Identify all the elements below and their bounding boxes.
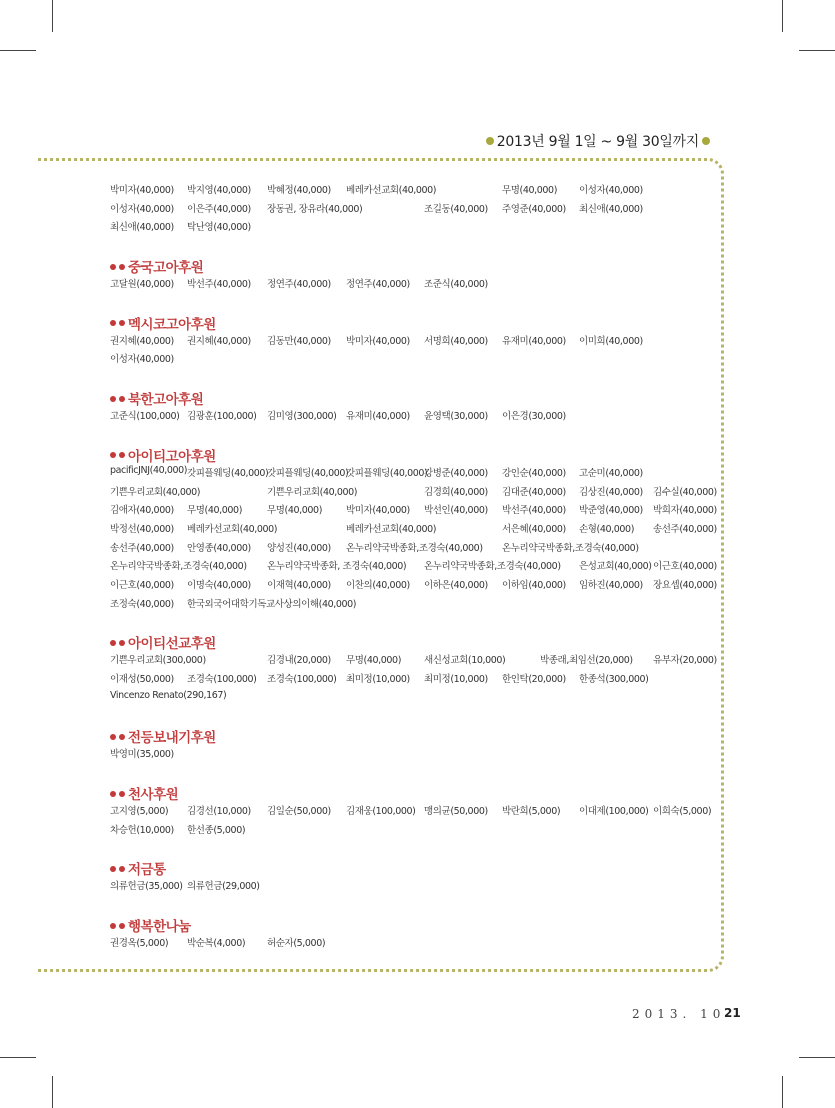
donor-entry: 이은주(40,000) <box>187 203 251 215</box>
donor-entry: 갓피플웨딩(40,000) <box>267 467 349 479</box>
donor-entry: 손형(40,000) <box>579 523 635 535</box>
section-title <box>110 726 720 746</box>
donor-entry: 한종석(300,000) <box>579 674 649 685</box>
donor-entry: 조경숙(100,000) <box>187 674 257 685</box>
bullet-icon <box>119 734 125 740</box>
donor-entry: 기쁜우리교회(40,000) <box>267 486 358 498</box>
donor-entry: 맹의균(50,000) <box>424 806 488 818</box>
donor-entry: 의류헌금(35,000) <box>110 881 183 893</box>
donor-entry: 유부자(20,000) <box>653 655 717 667</box>
donor-entry: 권지혜(40,000) <box>187 335 251 347</box>
crop-mark <box>52 0 53 32</box>
section-title <box>110 445 720 465</box>
donor-entry: 이성자(40,000) <box>110 354 174 366</box>
crop-mark <box>0 50 36 51</box>
donor-entry: 유재미(40,000) <box>346 411 410 423</box>
donor-row <box>110 484 720 503</box>
donor-row <box>110 577 720 596</box>
section-title-text: 북한고아후원 <box>128 392 204 409</box>
bullet-icon <box>110 320 116 326</box>
footer-date: 2013. 10 <box>632 1007 726 1021</box>
donor-entry: 은성교회(40,000) <box>579 561 652 573</box>
donor-entry: 허순자(5,000) <box>267 938 326 950</box>
section-title-text: 멕시코고아후원 <box>128 316 216 333</box>
donor-entry: 이근호(40,000) <box>653 561 717 573</box>
donor-entry: 기쁜우리교회(300,000) <box>110 655 206 667</box>
donor-entry: 권경옥(5,000) <box>110 938 169 950</box>
donor-entry: 한인탁(20,000) <box>502 674 566 685</box>
donor-entry: 박정선(40,000) <box>110 523 174 535</box>
period-heading <box>483 131 713 151</box>
donor-entry: 송선주(40,000) <box>653 523 717 535</box>
donor-entry: 이명숙(40,000) <box>187 579 251 591</box>
donor-entry: 이희숙(5,000) <box>653 806 712 818</box>
donor-row <box>110 596 720 615</box>
donor-entry: 조정숙(40,000) <box>110 598 174 610</box>
donor-entry: 정연주(40,000) <box>267 279 331 291</box>
donor-entry: 이근호(40,000) <box>110 579 174 591</box>
donor-entry: 서은혜(40,000) <box>502 523 566 535</box>
donor-entry: 강병준(40,000) <box>424 467 488 479</box>
donor-entry: 박혜정(40,000) <box>267 185 331 196</box>
donor-entry: 박순복(4,000) <box>187 938 246 950</box>
donor-entry: 서명희(40,000) <box>424 335 488 347</box>
donor-entry: 김광훈(100,000) <box>187 411 257 423</box>
bullet-icon <box>110 866 116 872</box>
donor-entry: 박선인(40,000) <box>424 505 488 517</box>
donor-entry: 강인순(40,000) <box>502 467 566 479</box>
donor-entry: 차승헌(10,000) <box>110 824 174 836</box>
bullet-icon <box>119 396 125 402</box>
donor-entry: 무명(40,000) <box>346 655 402 667</box>
donor-entry: 이미희(40,000) <box>579 335 643 347</box>
bullet-icon <box>110 791 116 797</box>
donor-list <box>110 182 720 954</box>
crop-mark <box>52 1076 53 1108</box>
donor-entry: 베레카선교회(40,000) <box>346 185 437 196</box>
donor-entry: 베레카선교회(40,000) <box>187 523 278 535</box>
donor-row <box>110 803 720 822</box>
donor-entry: 김애자(40,000) <box>110 505 174 517</box>
donor-entry: 이하은(40,000) <box>424 579 488 591</box>
donor-entry: 김경내(20,000) <box>267 655 331 667</box>
section-title-text: 행복한나눔 <box>128 919 191 936</box>
donor-entry: 조경숙(100,000) <box>267 674 337 685</box>
donor-entry: 무명(40,000) <box>502 185 558 196</box>
section-title-text: 아이티고아후원 <box>128 448 216 465</box>
olive-dot-icon <box>702 137 710 145</box>
donor-entry: 온누리약국박종화,조경숙(40,000) <box>424 561 561 573</box>
donor-entry: 박미자(40,000) <box>346 335 410 347</box>
donor-entry: 고달원(40,000) <box>110 279 174 291</box>
crop-mark <box>0 1057 36 1058</box>
bullet-icon <box>119 264 125 270</box>
donor-entry: 무명(40,000) <box>267 505 323 517</box>
donor-entry: 박지영(40,000) <box>187 185 251 196</box>
bullet-icon <box>119 866 125 872</box>
donor-entry: 이재혁(40,000) <box>267 579 331 591</box>
donor-row <box>110 935 720 954</box>
donor-entry: 박란희(5,000) <box>502 806 561 818</box>
donor-entry: 이은경(30,000) <box>502 411 566 423</box>
donor-entry: 김일순(50,000) <box>267 806 331 818</box>
donor-entry: 김경희(40,000) <box>424 486 488 498</box>
donor-entry: 최신애(40,000) <box>579 203 643 215</box>
donor-entry: 이성자(40,000) <box>579 185 643 196</box>
donor-row <box>110 276 720 295</box>
section-title <box>110 388 720 408</box>
donor-entry: 이재성(50,000) <box>110 674 174 685</box>
section-title-text: 전등보내기후원 <box>128 730 216 747</box>
donor-entry: 김상진(40,000) <box>579 486 643 498</box>
donor-entry: 김미영(300,000) <box>267 411 337 423</box>
donor-entry: 고순미(40,000) <box>579 467 643 479</box>
donor-entry: 정연주(40,000) <box>346 279 410 291</box>
donor-entry: 임하진(40,000) <box>579 579 643 591</box>
donor-entry: 최신애(40,000) <box>110 222 174 234</box>
donor-entry: 탁난영(40,000) <box>187 222 251 234</box>
donor-entry: 의류헌금(29,000) <box>187 881 260 893</box>
donor-entry: 박준영(40,000) <box>579 505 643 517</box>
donor-entry: 최미정(10,000) <box>424 674 488 685</box>
donor-entry: 갓피플웨딩(40,000) <box>187 467 269 479</box>
donor-entry: 갓피플웨딩(40,000) <box>346 467 428 479</box>
donor-entry: 김수실(40,000) <box>653 486 717 498</box>
donor-entry: 온누리약국박종화,조경숙(40,000) <box>346 542 483 554</box>
crop-mark <box>782 0 783 32</box>
donor-entry: 양성진(40,000) <box>267 542 331 554</box>
donor-entry: 최미정(10,000) <box>346 674 410 685</box>
donor-row <box>110 822 720 841</box>
donor-entry: 고지영(5,000) <box>110 806 169 818</box>
donor-entry: 온누리약국박종화, 조경숙(40,000) <box>267 561 407 573</box>
section-title <box>110 256 720 276</box>
section-title <box>110 915 720 935</box>
page-number: 21 <box>724 1006 741 1020</box>
section-title <box>110 783 720 803</box>
bullet-icon <box>110 396 116 402</box>
donor-row <box>110 746 720 765</box>
donor-entry: 고준식(100,000) <box>110 411 180 423</box>
donor-entry: 김경선(10,000) <box>187 806 251 818</box>
section-title <box>110 313 720 333</box>
donor-entry: 권지혜(40,000) <box>110 335 174 347</box>
donor-entry: 이하임(40,000) <box>502 579 566 591</box>
donor-row <box>110 521 720 540</box>
donor-entry: 박선주(40,000) <box>187 279 251 291</box>
donor-row <box>110 502 720 521</box>
crop-mark <box>799 50 835 51</box>
donor-entry: 장동권, 장유라(40,000) <box>267 203 363 215</box>
section-title-text: 중국고아후원 <box>128 260 204 277</box>
donor-row <box>110 219 720 238</box>
donor-entry: 박종래,최임선(20,000) <box>540 655 633 667</box>
donor-row <box>110 690 720 709</box>
bullet-icon <box>110 264 116 270</box>
donor-entry: 한국외국어대학기독교사상의이해(40,000) <box>187 598 357 610</box>
donor-row <box>110 540 720 559</box>
section-title-text: 아이티선교후원 <box>128 636 216 653</box>
donor-entry: 송선주(40,000) <box>110 542 174 554</box>
section-title-text: 천사후원 <box>128 787 179 804</box>
donor-entry: 박선주(40,000) <box>502 505 566 517</box>
donor-entry: 새신성교회(10,000) <box>424 655 506 667</box>
donor-entry: 조준식(40,000) <box>424 279 488 291</box>
bullet-icon <box>110 923 116 929</box>
donor-row <box>110 465 720 484</box>
donor-entry: 박미자(40,000) <box>110 185 174 196</box>
donor-entry: 장요셉(40,000) <box>653 579 717 591</box>
section-title <box>110 858 720 878</box>
donor-entry: pacificJNJ(40,000) <box>110 464 188 476</box>
donor-row <box>110 671 720 690</box>
donor-row <box>110 201 720 220</box>
crop-mark <box>782 1076 783 1108</box>
section-title-text: 저금통 <box>128 862 166 879</box>
donor-row <box>110 182 720 201</box>
bullet-icon <box>119 452 125 458</box>
bullet-icon <box>110 452 116 458</box>
donor-entry: 이성자(40,000) <box>110 203 174 215</box>
donor-row <box>110 408 720 427</box>
crop-mark <box>799 1057 835 1058</box>
donor-entry: 박희자(40,000) <box>653 505 717 517</box>
donor-entry: 박영미(35,000) <box>110 749 174 761</box>
donor-entry: 박미자(40,000) <box>346 505 410 517</box>
bullet-icon <box>119 923 125 929</box>
donor-entry: 베레카선교회(40,000) <box>346 523 437 535</box>
donor-entry: Vincenzo Renato(290,167) <box>110 689 227 701</box>
donor-row <box>110 558 720 577</box>
donor-row <box>110 351 720 370</box>
donor-entry: 기쁜우리교회(40,000) <box>110 486 201 498</box>
donor-entry: 조길동(40,000) <box>424 203 488 215</box>
bullet-icon <box>110 734 116 740</box>
donor-entry: 이대제(100,000) <box>579 806 649 818</box>
donor-entry: 김대준(40,000) <box>502 486 566 498</box>
donor-row <box>110 333 720 352</box>
donor-entry: 유재미(40,000) <box>502 335 566 347</box>
bullet-icon <box>119 320 125 326</box>
donor-entry: 이찬의(40,000) <box>346 579 410 591</box>
bullet-icon <box>110 640 116 646</box>
donor-entry: 김동만(40,000) <box>267 335 331 347</box>
olive-dot-icon <box>486 137 494 145</box>
donor-entry: 주영준(40,000) <box>502 203 566 215</box>
section-title <box>110 632 720 652</box>
donor-entry: 무명(40,000) <box>187 505 243 517</box>
bullet-icon <box>119 791 125 797</box>
donor-entry: 윤영택(30,000) <box>424 411 488 423</box>
donor-entry: 김재웅(100,000) <box>346 806 416 818</box>
donor-entry: 안영종(40,000) <box>187 542 251 554</box>
donor-entry: 온누리약국박종화,조경숙(40,000) <box>502 542 639 554</box>
donor-entry: 온누리약국박종화,조경숙(40,000) <box>110 561 247 573</box>
bullet-icon <box>119 640 125 646</box>
donor-row <box>110 652 720 671</box>
period-heading-text: 2013년 9월 1일 ~ 9월 30일까지 <box>496 134 699 150</box>
donor-row <box>110 878 720 897</box>
donor-entry: 한선종(5,000) <box>187 824 246 836</box>
